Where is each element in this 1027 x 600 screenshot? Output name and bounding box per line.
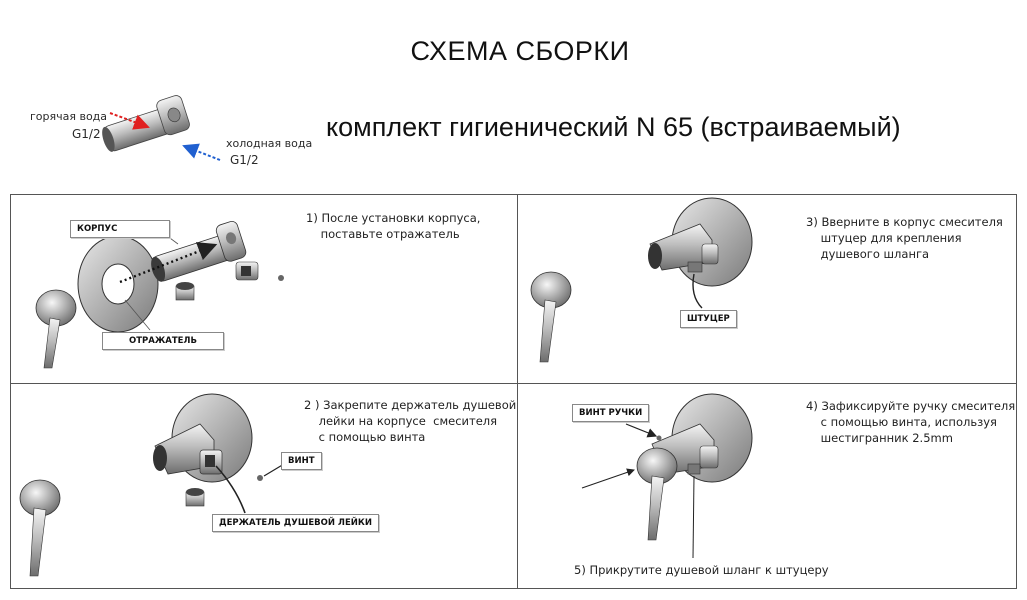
tag-reflector: ОТРАЖАТЕЛЬ [102, 332, 224, 350]
step-1-text: 1) После установки корпуса, поставьте отражатель [306, 211, 481, 241]
panel3-assembly [648, 198, 752, 286]
panel1-handle [36, 290, 76, 368]
cold-water-size: G1/2 [230, 153, 259, 167]
panel1-reflector [78, 236, 158, 332]
tag-body: КОРПУС [70, 220, 170, 238]
hot-water-size: G1/2 [72, 127, 101, 141]
panel4-arrow-handle [582, 470, 634, 488]
step-2-text: 2 ) Закрепите держатель душевой лейки на корпусе смесителя с помощью винта [304, 398, 517, 444]
step-3-text: 3) Вверните в корпус смесителя штуцер для крепления душевого шланга [806, 215, 1003, 261]
panel1-holder [236, 262, 258, 280]
step-4-text: 4) Зафиксируйте ручку смесителя с помощью винта, используя шестигранник 2.5mm [806, 399, 1016, 445]
hot-water-label: горячая вода [30, 110, 108, 123]
page-title: СХЕМА СБОРКИ [410, 36, 630, 66]
panel1-screw [278, 275, 284, 281]
panel4-assembly [637, 394, 752, 540]
tag-fitting: ШТУЦЕР [680, 310, 737, 328]
panel1-nipple [176, 282, 194, 300]
tag-handle-screw: ВИНТ РУЧКИ [572, 404, 649, 422]
panel4-arrow-screw [626, 424, 656, 436]
panel3-handle [531, 272, 571, 362]
page-subtitle: комплект гигиенический N 65 (встраиваемый) [326, 112, 901, 142]
panel2-handle [20, 480, 60, 576]
step-5-text: 5) Прикрутите душевой шланг к штуцеру [574, 563, 829, 577]
cold-water-label: холодная вода [226, 137, 313, 150]
tag-screw: ВИНТ [281, 452, 322, 470]
panel4-leader-hose [693, 476, 694, 558]
panel2-assembly [153, 394, 263, 506]
tag-shower-holder: ДЕРЖАТЕЛЬ ДУШЕВОЙ ЛЕЙКИ [212, 514, 379, 532]
